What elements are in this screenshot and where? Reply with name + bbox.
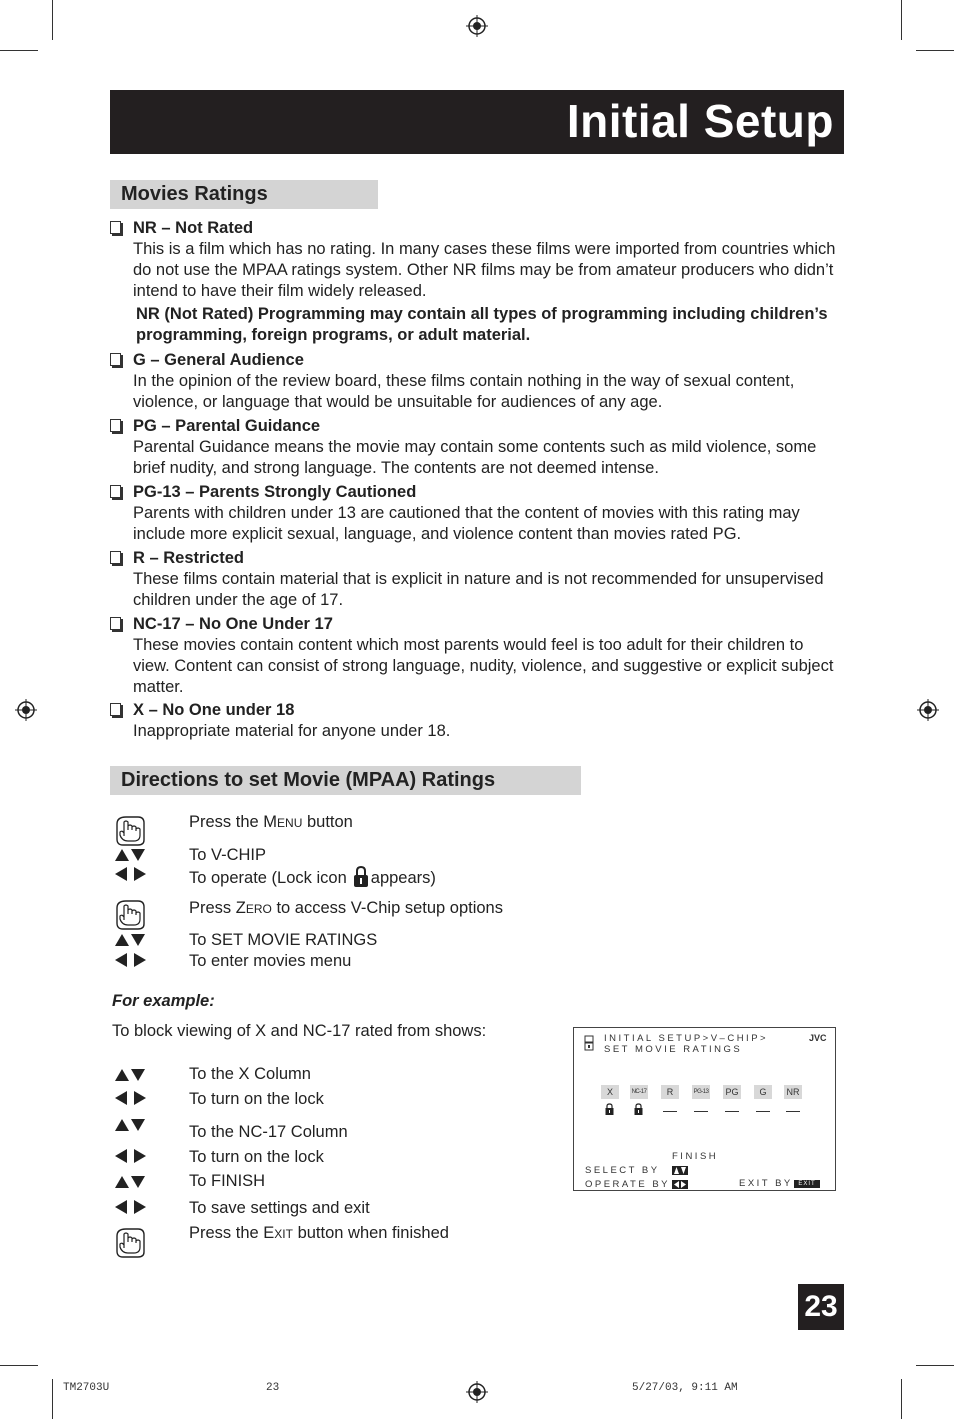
- step-operate: To operate (Lock icon appears): [189, 866, 436, 888]
- up-down-arrows-icon: [114, 1118, 148, 1132]
- registration-mark-icon: [15, 699, 37, 721]
- osd-rating-r: R: [661, 1085, 679, 1099]
- footer-page: 23: [266, 1382, 280, 1394]
- checkbox-bullet-icon: [110, 419, 121, 432]
- rating-description: Inappropriate material for anyone under 18.: [133, 722, 451, 740]
- jvc-logo: JVC: [809, 1033, 827, 1043]
- footer-doc-id: TM2703U: [63, 1382, 110, 1394]
- rating-title: NR – Not Rated: [133, 219, 254, 237]
- step-vchip: To V-CHIP: [189, 846, 267, 864]
- lock-icon: [605, 1103, 614, 1115]
- crop-mark: [0, 50, 38, 51]
- crop-mark: [916, 1365, 954, 1366]
- osd-exit-key: EXIT: [794, 1180, 820, 1188]
- rating-title: G – General Audience: [133, 351, 304, 369]
- rating-description: These films contain material that is explicit in nature and is not recommended for unsupervised children under the age of 17.: [133, 570, 824, 609]
- step-press-menu: Press the Menu button: [189, 813, 353, 831]
- unlocked-dash: [725, 1111, 739, 1112]
- onscreen-menu-illustration: [573, 1027, 836, 1191]
- osd-rating-x: X: [601, 1085, 619, 1099]
- osd-exit-hint: EXIT BY: [739, 1178, 793, 1189]
- unlocked-dash: [756, 1111, 770, 1112]
- exit-key-label: Exit: [263, 1224, 293, 1242]
- registration-mark-icon: [466, 15, 488, 37]
- step-press-exit: Press the Exit button when finished: [189, 1224, 449, 1242]
- footer-timestamp: 5/27/03, 9:11 AM: [632, 1382, 738, 1394]
- checkbox-bullet-icon: [110, 485, 121, 498]
- crop-mark: [52, 0, 53, 40]
- hand-press-icon: [114, 898, 146, 930]
- up-down-arrows-icon: [114, 1175, 148, 1189]
- checkbox-bullet-icon: [110, 221, 121, 234]
- left-right-arrows-icon: [114, 1091, 148, 1105]
- example-step: To turn on the lock: [189, 1090, 324, 1108]
- example-step: To FINISH: [189, 1172, 266, 1190]
- unlocked-dash: [786, 1111, 800, 1112]
- hand-press-icon: [114, 1226, 146, 1258]
- section-heading-directions: [110, 766, 581, 795]
- step-set-movie-ratings: To SET MOVIE RATINGS: [189, 931, 378, 949]
- example-step: To the X Column: [189, 1065, 311, 1083]
- crop-mark: [916, 50, 954, 51]
- menu-lock-icon: [584, 1035, 594, 1051]
- crop-mark: [52, 1379, 53, 1419]
- osd-breadcrumb: INITIAL SETUP>V–CHIP>: [604, 1033, 769, 1044]
- rating-description: In the opinion of the review board, these films contain nothing in the way of sexual content, violence, or language that would be unsuitable for audiences of any age.: [133, 372, 795, 411]
- rating-description: Parental Guidance means the movie may contain some contents such as mild violence, some brief nudity, and strong language. The contents are not deemed intense.: [133, 438, 817, 477]
- registration-mark-icon: [917, 699, 939, 721]
- menu-key-label: Menu: [263, 813, 303, 831]
- rating-title: X – No One under 18: [133, 701, 295, 719]
- left-right-arrows-icon: [114, 1149, 148, 1163]
- checkbox-bullet-icon: [110, 617, 121, 630]
- step-press-zero: Press Zero to access V-Chip setup options: [189, 899, 503, 917]
- page-number: 23: [798, 1284, 844, 1330]
- up-down-arrows-icon: [114, 1068, 148, 1082]
- rating-title: PG-13 – Parents Strongly Cautioned: [133, 483, 417, 501]
- example-step: To turn on the lock: [189, 1148, 324, 1166]
- step-enter-movies-menu: To enter movies menu: [189, 952, 352, 970]
- rating-description: This is a film which has no rating. In many cases these films were imported from countries which do not use the MPAA ratings system. Other NR films may be from amateur producers who didn’t intend to have their film widely released.: [133, 240, 836, 300]
- osd-select-hint: SELECT BY: [585, 1165, 660, 1176]
- crop-mark: [0, 1365, 38, 1366]
- up-down-arrows-icon: [114, 933, 148, 947]
- left-right-arrows-icon: [672, 1180, 688, 1189]
- lock-icon: [634, 1103, 643, 1115]
- rating-title: R – Restricted: [133, 549, 244, 567]
- osd-rating-nr: NR: [784, 1085, 802, 1099]
- page-header: [110, 90, 844, 154]
- checkbox-bullet-icon: [110, 551, 121, 564]
- left-right-arrows-icon: [114, 1200, 148, 1214]
- unlocked-dash: [663, 1111, 677, 1112]
- hand-press-icon: [114, 814, 146, 846]
- checkbox-bullet-icon: [110, 353, 121, 366]
- rating-description: These movies contain content which most parents would feel is too adult for their children to view. Content can consist of strong language, nudity, violence, and suggestive or explicit subject matter.: [133, 636, 834, 696]
- section-heading-text: Directions to set Movie (MPAA) Ratings: [121, 769, 496, 791]
- zero-key-label: Zero: [235, 899, 272, 917]
- osd-finish: FINISH: [672, 1151, 719, 1162]
- osd-operate-hint: OPERATE BY: [585, 1179, 671, 1190]
- section-heading-movies-ratings: [110, 180, 378, 209]
- left-right-arrows-icon: [114, 867, 148, 881]
- osd-rating-pg13: PG-13: [692, 1085, 710, 1099]
- osd-subtitle: SET MOVIE RATINGS: [604, 1044, 743, 1055]
- example-step: To save settings and exit: [189, 1199, 370, 1217]
- checkbox-bullet-icon: [110, 703, 121, 716]
- rating-title: NC-17 – No One Under 17: [133, 615, 333, 633]
- crop-mark: [901, 0, 902, 40]
- example-step: To the NC-17 Column: [189, 1123, 348, 1141]
- example-label: For example:: [112, 992, 215, 1010]
- example-description: To block viewing of X and NC-17 rated from shows:: [112, 1022, 487, 1040]
- osd-rating-nc17: NC-17: [630, 1085, 648, 1099]
- rating-title: PG – Parental Guidance: [133, 417, 321, 435]
- crop-mark: [901, 1379, 902, 1419]
- up-down-arrows-icon: [672, 1166, 688, 1175]
- osd-rating-pg: PG: [723, 1085, 741, 1099]
- registration-mark-icon: [466, 1381, 488, 1403]
- lock-icon: [353, 866, 369, 888]
- section-heading-text: Movies Ratings: [121, 183, 268, 205]
- page-title: Initial Setup: [566, 95, 834, 147]
- rating-description: Parents with children under 13 are cautioned that the content of movies with this rating may include more explicit sexual, language, and violence content than movies rated PG.: [133, 504, 800, 543]
- nr-warning: NR (Not Rated) Programming may contain all types of programming including children’s programming, foreign programs, or adult material.: [136, 305, 828, 344]
- unlocked-dash: [694, 1111, 708, 1112]
- up-down-arrows-icon: [114, 848, 148, 862]
- left-right-arrows-icon: [114, 953, 148, 967]
- osd-rating-g: G: [754, 1085, 772, 1099]
